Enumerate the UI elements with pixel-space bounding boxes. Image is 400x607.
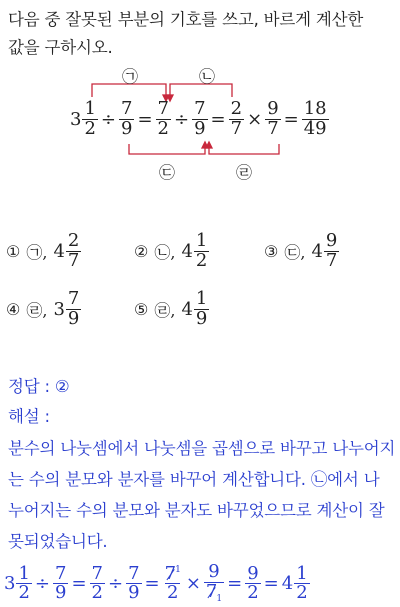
choice-1-number: ① — [6, 241, 21, 261]
choice-2-whole: 4 — [181, 240, 193, 262]
sol-frac-6-cancel: 1 — [216, 594, 223, 605]
sol-frac-2: $\frac{7}{9}$ — [55, 562, 67, 604]
eq-div-1: ÷ — [100, 108, 116, 130]
choice-5-number: ⑤ — [134, 299, 149, 319]
choice-5-whole: 4 — [181, 298, 193, 320]
sol-times: × — [185, 573, 201, 595]
explanation-line-1: 분수의 나눗셈에서 나눗셈을 곱셈으로 바꾸고 나누어지 — [8, 439, 396, 458]
eq-frac-7: $\frac{18}{49}$ — [303, 98, 327, 139]
sol-equals-2: = — [144, 573, 160, 595]
eq-equals-1: = — [137, 108, 153, 130]
diagram-equation — [70, 100, 329, 139]
choice-4-whole: 3 — [53, 298, 65, 320]
sol-div-2: ÷ — [108, 573, 124, 595]
choice-3-number: ③ — [264, 241, 279, 261]
eq-whole: 3 — [70, 108, 82, 130]
bracket-c — [129, 144, 205, 154]
choice-3-whole: 4 — [311, 240, 323, 262]
eq-frac-3: $\frac{7}{2}$ — [157, 98, 169, 139]
choice-2-number: ② — [134, 241, 149, 261]
sol-frac-5-cancel: 1 — [175, 564, 181, 575]
choice-4-number: ④ — [6, 299, 21, 319]
choice-4-fraction: $\frac{7}{9}$ — [67, 288, 80, 329]
eq-frac-4: $\frac{7}{9}$ — [194, 98, 206, 139]
sol-frac-6: $\frac{9}{7_1}$ — [205, 561, 223, 605]
label-c: ㉢ — [159, 163, 176, 182]
choice-5-symbol: ㉣, — [154, 300, 176, 320]
arrow-d — [206, 142, 212, 148]
eq-frac-1: $\frac{1}{2}$ — [84, 98, 96, 139]
sol-frac-7: $\frac{9}{2}$ — [247, 562, 259, 604]
label-d: ㉣ — [236, 163, 253, 182]
choice-5-fraction: $\frac{1}{9}$ — [195, 288, 208, 329]
sol-frac-4: $\frac{7}{9}$ — [128, 562, 140, 604]
label-a: ㉠ — [122, 67, 139, 86]
choice-1[interactable] — [6, 232, 81, 271]
solution-equation — [4, 563, 310, 605]
sol-frac-5-numerator: 7 — [164, 562, 177, 584]
choice-1-symbol: ㉠, — [26, 242, 48, 262]
answer-label: 정답 : ② — [8, 377, 70, 396]
sol-frac-1: $\frac{1}{2}$ — [18, 562, 30, 604]
sol-frac-3: $\frac{7}{2}$ — [91, 562, 103, 604]
problem-line-1: 다음 중 잘못된 부분의 기호를 쓰고, 바르게 계산한 — [8, 10, 364, 29]
sol-frac-5: $\frac{7^1}{2}$ — [164, 562, 181, 604]
eq-frac-2: $\frac{7}{9}$ — [121, 98, 133, 139]
eq-equals-3: = — [283, 108, 299, 130]
eq-times: × — [247, 108, 263, 130]
eq-frac-6: $\frac{9}{7}$ — [267, 98, 279, 139]
sol-div-1: ÷ — [34, 573, 50, 595]
choice-3[interactable] — [264, 232, 339, 271]
sol-frac-6-denominator: 7 — [205, 580, 218, 602]
explanation-line-4: 못되었습니다. — [8, 532, 108, 551]
choice-2-symbol: ㉡, — [154, 242, 176, 262]
choice-1-whole: 4 — [53, 240, 65, 262]
choice-3-symbol: ㉢, — [284, 242, 306, 262]
sol-equals-3: = — [227, 573, 243, 595]
sol-result-fraction: $\frac{1}{2}$ — [296, 562, 308, 604]
explanation-line-2: 는 수의 분모와 분자를 바꾸어 계산합니다. ㉡에서 나 — [8, 470, 380, 489]
sol-whole: 3 — [4, 573, 16, 595]
eq-frac-5: $\frac{2}{7}$ — [230, 98, 243, 139]
choice-2[interactable] — [134, 232, 209, 271]
label-b: ㉡ — [199, 67, 216, 86]
choice-2-fraction: $\frac{1}{2}$ — [195, 230, 208, 271]
choice-1-fraction: $\frac{2}{7}$ — [67, 230, 80, 271]
choice-4-symbol: ㉣, — [26, 300, 48, 320]
sol-result-whole: 4 — [281, 573, 294, 595]
choice-5[interactable] — [134, 290, 209, 329]
bracket-d — [209, 144, 279, 154]
choice-3-fraction: $\frac{9}{7}$ — [325, 230, 338, 271]
sol-equals-4: = — [263, 573, 279, 595]
sol-equals-1: = — [71, 573, 87, 595]
choice-4[interactable] — [6, 290, 81, 329]
explanation-line-3: 누어지는 수의 분모와 분자도 바꾸었으므로 계산이 잘 — [8, 501, 385, 520]
eq-div-2: ÷ — [174, 108, 190, 130]
eq-equals-2: = — [210, 108, 226, 130]
problem-line-2: 값을 구하시오. — [8, 38, 113, 57]
explanation-label: 해설 : — [8, 407, 50, 426]
